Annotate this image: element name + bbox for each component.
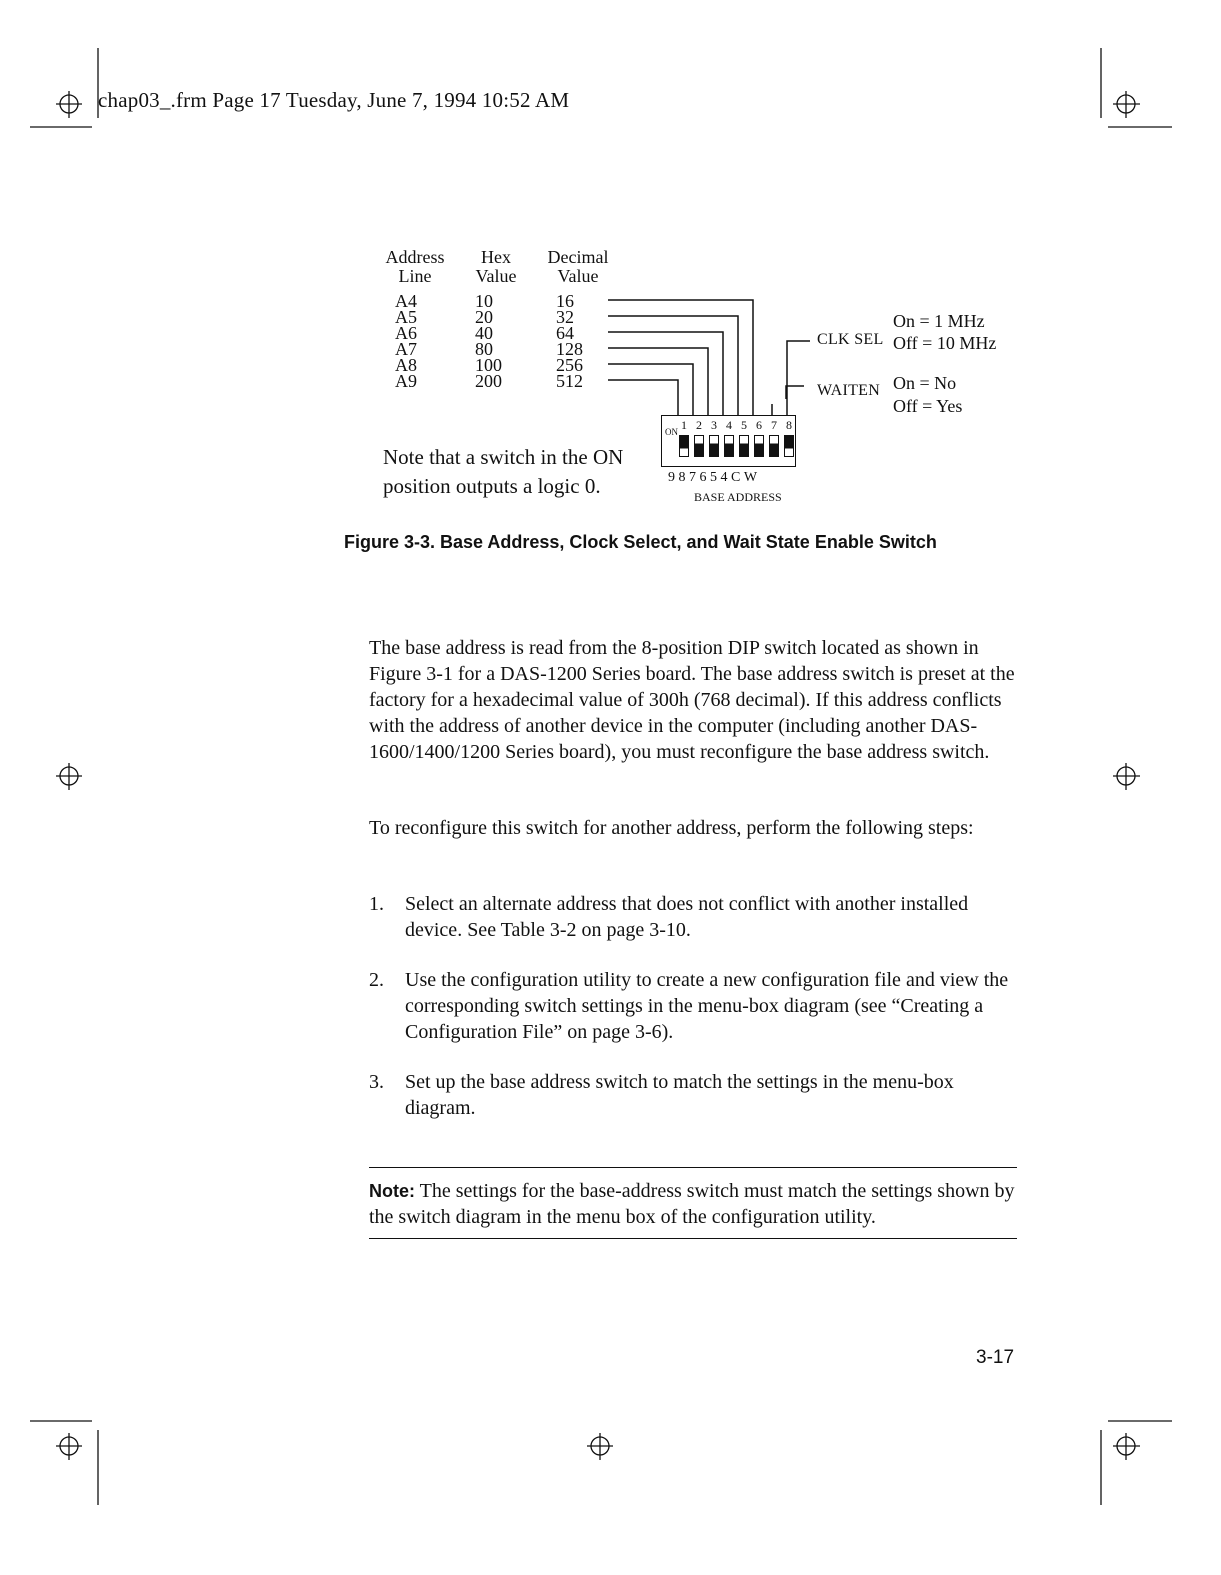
base-address-label: BASE ADDRESS (694, 490, 782, 504)
address-row-line: A9 (395, 371, 417, 391)
switch-lever (694, 435, 704, 457)
address-row-hex: 200 (475, 371, 502, 391)
address-row-hex: 20 (475, 307, 493, 327)
figure-caption: Figure 3-3. Base Address, Clock Select, and Wait State Enable Switch (344, 532, 937, 552)
note-box (369, 1167, 1017, 1239)
switch-lever (754, 435, 764, 457)
clk-on-option: On = 1 MHz (893, 311, 985, 331)
note-body: The settings for the base-address switch must match the settings shown by the switch diagram in the menu box of the configuration utility. (369, 1180, 1015, 1228)
column-header-decimal: Decimal Value (547, 247, 609, 286)
step-number: 2. (369, 969, 384, 991)
switch-number: 6 (756, 418, 762, 432)
switch-number: 4 (726, 418, 732, 432)
step-text: Set up the base address switch to match the settings in the menu-box diagram. (405, 1071, 954, 1119)
clk-off-option: Off = 10 MHz (893, 333, 997, 353)
address-row-line: A5 (395, 307, 417, 327)
address-row-line: A8 (395, 355, 417, 375)
switch-number: 1 (681, 418, 687, 432)
paragraph-reconfigure-intro: To reconfigure this switch for another address, perform the following steps: (369, 817, 974, 839)
frame-header: chap03_.frm Page 17 Tuesday, June 7, 1994 10:52 AM (98, 88, 570, 112)
address-row-hex: 100 (475, 355, 502, 375)
switch-number: 8 (786, 418, 792, 432)
step-text: Select an alternate address that does not conflict with another installed device. See Table 3-2 on page 3-10. (405, 893, 969, 941)
figure-note: Note that a switch in the ON position outputs a logic 0. (383, 445, 624, 498)
address-row-dec: 256 (556, 355, 583, 375)
address-row-line: A4 (395, 291, 417, 311)
address-row-dec: 128 (556, 339, 583, 359)
address-row-dec: 32 (556, 307, 574, 327)
switch-lever (739, 435, 749, 457)
switch-figure (360, 240, 1040, 520)
address-row-hex: 80 (475, 339, 493, 359)
note-text (369, 1178, 1019, 1230)
dip-switch (661, 415, 796, 467)
switch-number: 5 (741, 418, 747, 432)
switch-lever (769, 435, 779, 457)
switch-position-labels: 987654CW (668, 470, 761, 485)
switch-lever (784, 435, 794, 457)
page-number: 3-17 (976, 1347, 1015, 1368)
step-text: Use the configuration utility to create a new configuration file and view the corresponding switch settings in the menu-box diagram (see “Creating a Configuration File” on page 3-6). (405, 969, 1009, 1043)
switch-lever (724, 435, 734, 457)
address-row-hex: 10 (475, 291, 493, 311)
wait-off-option: Off = Yes (893, 396, 963, 416)
step-number: 1. (369, 893, 384, 915)
note-label: Note: (369, 1181, 415, 1201)
column-header-hex: Hex Value (475, 247, 517, 286)
column-header-address: Address Line (385, 247, 445, 286)
switch-lever (709, 435, 719, 457)
wait-on-option: On = No (893, 373, 957, 393)
on-indicator-label: ON (665, 427, 678, 437)
address-row-dec: 64 (556, 323, 574, 343)
switch-number: 3 (711, 418, 717, 432)
switch-number: 7 (771, 418, 777, 432)
address-row-line: A6 (395, 323, 417, 343)
waiten-label: WAITEN (817, 382, 881, 399)
address-row-hex: 40 (475, 323, 493, 343)
clk-sel-label: CLK SEL (817, 331, 884, 348)
switch-lever (679, 435, 689, 457)
address-row-dec: 16 (556, 291, 574, 311)
switch-number: 2 (696, 418, 702, 432)
address-row-line: A7 (395, 339, 417, 359)
paragraph-base-address: The base address is read from the 8-position DIP switch located as shown in Figure 3-1 for a DAS-1200 Series board. The base address switch is preset at the factory for a hexadecimal value of 300h (768 decimal). If this address conflicts with the address of another device in the computer (including another DAS-1600/1400/1200 Series board), you must reconfigure the base address switch. (369, 637, 1015, 763)
address-row-dec: 512 (556, 371, 583, 391)
step-number: 3. (369, 1071, 384, 1093)
